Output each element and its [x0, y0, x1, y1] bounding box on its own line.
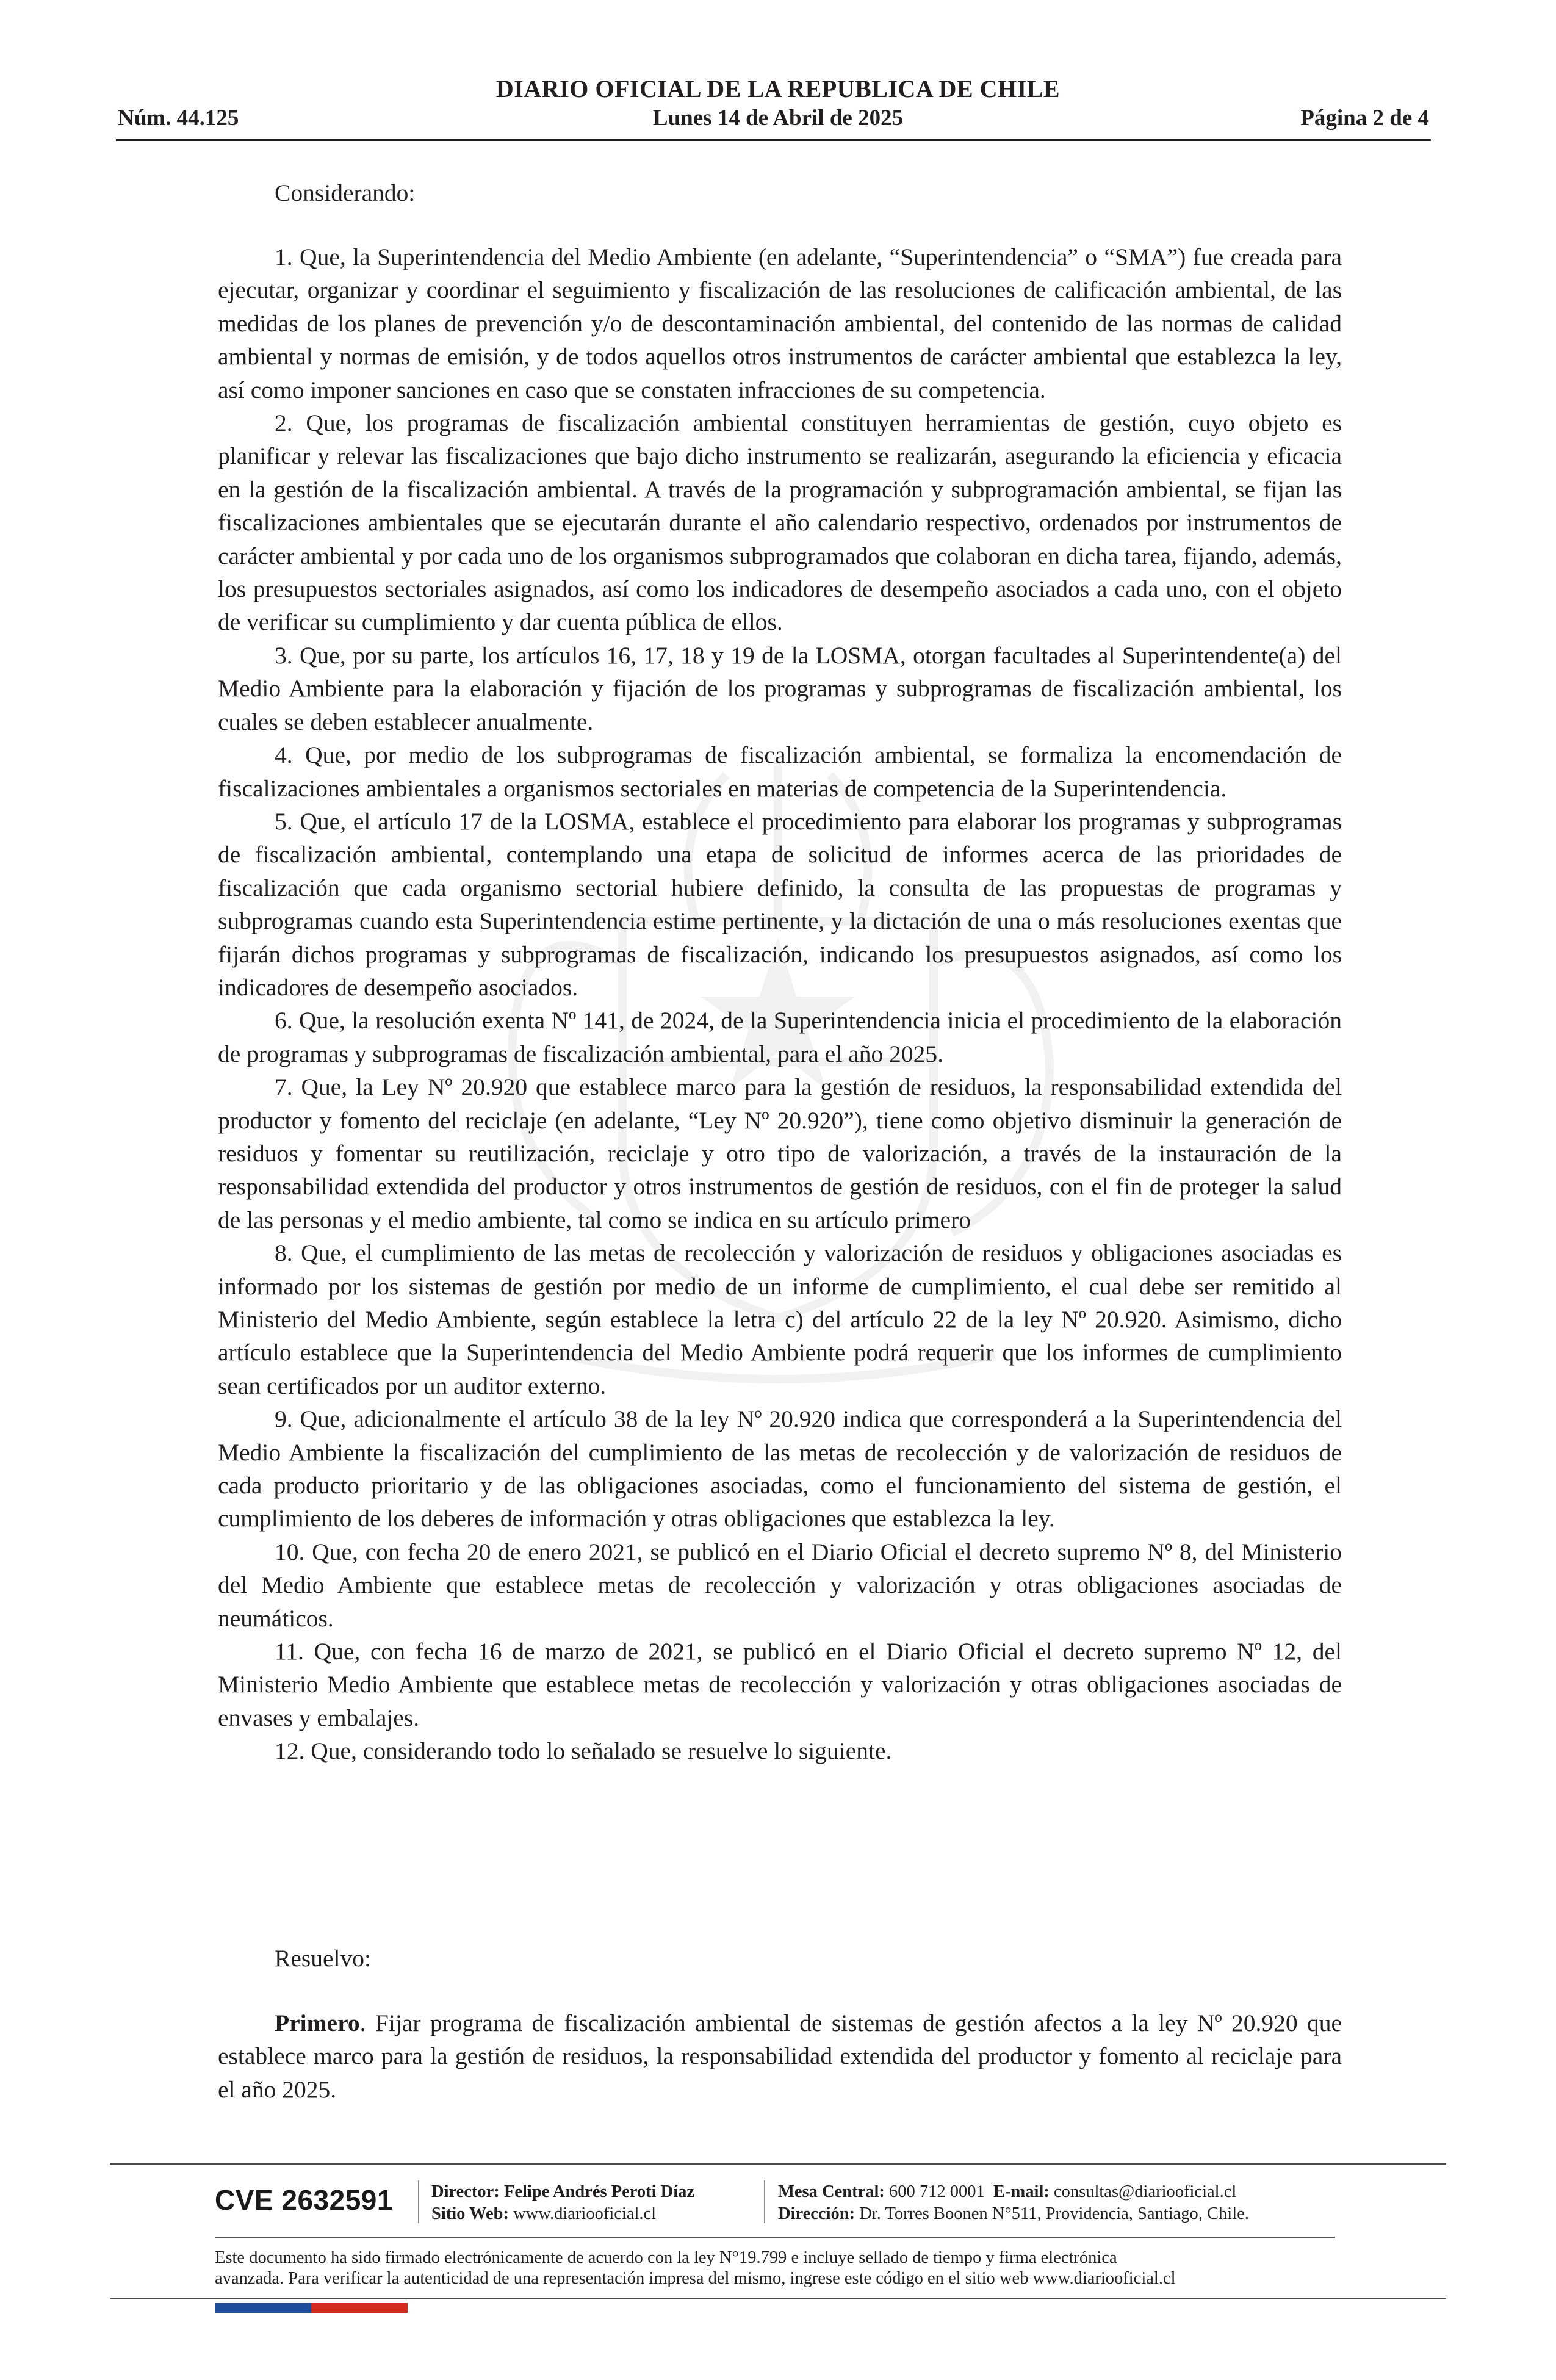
- phone-label: Mesa Central:: [778, 2182, 885, 2201]
- consideration-7: 7. Que, la Ley Nº 20.920 que establece marco para la gestión de residuos, la responsabilidad extendida del productor y fomento del reciclaje (en adelante, “Ley Nº 20.920”), tiene como objetivo disminuir la generación de residuos y fomentar su reutilización, reciclaje y otro tipo de valorización, a través de la instauración de la responsabilidad extendida del productor y otros instrumentos de gestión de residuos, con el fin de proteger la salud de las personas y el medio ambiente, tal como se indica en su artículo primero: [218, 1073, 1342, 1233]
- consideration-11: 11. Que, con fecha 16 de marzo de 2021, se publicó en el Diario Oficial el decreto supremo Nº 12, del Ministerio Medio Ambiente que establece metas de recolección y valorización y otras obligaciones asociadas de envases y embalajes.: [218, 1638, 1342, 1731]
- consideration-12: 12. Que, considerando todo lo señalado se resuelve lo siguiente.: [275, 1737, 892, 1765]
- consideration-1: 1. Que, la Superintendencia del Medio Ambiente (en adelante, “Superintendencia” o “SMA”) fue creada para ejecutar, organizar y coordinar el seguimiento y fiscalización de las resoluciones de calificación ambiental, de las medidas de los planes de prevención y/o de descontaminación ambiental, del contenido de las normas de calidad ambiental y normas de emisión, y de todos aquellos otros instrumentos de carácter ambiental que establezca la ley, así como imponer sanciones en caso que se constaten infracciones de su competencia.: [218, 243, 1342, 403]
- consideration-5: 5. Que, el artículo 17 de la LOSMA, establece el procedimiento para elaborar los programas y subprogramas de fiscalización ambiental, contemplando una etapa de solicitud de informes acerca de las prioridades de fiscalización que cada organismo sectorial hubiere definido, la consulta de las propuestas de programas y subprogramas cuando esta Superintendencia estime pertinente, y la dictación de una o más resoluciones exentas que fijarán dichos programas y subprogramas de fiscalización, indicando los presupuestos asignados, así como los indicadores de desempeño asociados.: [218, 807, 1342, 1001]
- page-indicator: Página 2 de 4: [1300, 106, 1429, 131]
- director-label: Director:: [431, 2182, 500, 2201]
- footer-top-divider: [110, 2163, 1446, 2165]
- flag-red-bar: [311, 2303, 408, 2313]
- consideration-8: 8. Que, el cumplimiento de las metas de recolección y valorización de residuos y obligaciones asociadas es informado por los sistemas de gestión por medio de un informe de cumplimiento, el cual debe ser remitido al Ministerio del Medio Ambiente, según establece la letra c) del artículo 22 de la ley Nº 20.920. Asimismo, dicho artículo establece que la Superintendencia del Medio Ambiente podrá requerir que los informes de cumplimiento sean certificados por un auditor externo.: [218, 1239, 1342, 1399]
- considerations-list: [218, 240, 1342, 1768]
- phone-number: 600 712 0001: [889, 2182, 985, 2201]
- cve-code: CVE 2632591: [215, 2184, 393, 2216]
- resolution-text: . Fijar programa de fiscalización ambiental de sistemas de gestión afectos a la ley Nº 20.920 que establece marco para la gestión de residuos, la responsabilidad extendida del productor y fomento al reciclaje para el año 2025.: [218, 2010, 1342, 2103]
- director-name: Felipe Andrés Peroti Díaz: [503, 2182, 695, 2201]
- newspaper-title: DIARIO OFICIAL DE LA REPUBLICA DE CHILE: [495, 75, 1061, 103]
- flag-blue-bar: [215, 2303, 311, 2313]
- publication-date: Lunes 14 de Abril de 2025: [652, 106, 904, 131]
- consideration-10: 10. Que, con fecha 20 de enero 2021, se publicó en el Diario Oficial el decreto supremo Nº 8, del Ministerio del Medio Ambiente que establece metas de recolección y valorización y otras obligaciones asociadas de neumáticos.: [218, 1538, 1342, 1632]
- email-label: E-mail:: [993, 2182, 1050, 2201]
- legal-notice: [215, 2248, 1344, 2289]
- considering-label: Considerando:: [275, 179, 416, 206]
- legal-line-1: Este documento ha sido firmado electrónicamente de acuerdo con la ley N°19.799 e incluye sellado de tiempo y firma electrónica: [215, 2248, 1117, 2267]
- resolution-first: [218, 2007, 1342, 2106]
- resolution-lead: Primero: [275, 2010, 360, 2036]
- footer-separator: [764, 2180, 765, 2223]
- resolve-label: Resuelvo:: [275, 1945, 371, 1972]
- issue-number: Núm. 44.125: [118, 106, 239, 131]
- header-divider: [116, 139, 1431, 141]
- website-link[interactable]: www.diariooficial.cl: [513, 2204, 657, 2223]
- footer-contact-block: [778, 2181, 1249, 2225]
- consideration-2: 2. Que, los programas de fiscalización ambiental constituyen herramientas de gestión, cuyo objeto es planificar y relevar las fiscalizaciones que bajo dicho instrumento se realizarán, asegurando la eficiencia y eficacia en la gestión de la fiscalización ambiental. A través de la programación y subprogramación ambiental, se fijan las fiscalizaciones ambientales que se ejecutarán durante el año calendario respectivo, ordenados por instrumentos de carácter ambiental y por cada uno de los organismos subprogramados que colaboran en dicha tarea, fijando, además, los presupuestos sectoriales asignados, así como los indicadores de desempeño asociados a cada uno, con el objeto de verificar su cumplimiento y dar cuenta pública de ellos.: [218, 409, 1342, 636]
- address-label: Dirección:: [778, 2204, 855, 2223]
- footer-middle-divider: [215, 2237, 1335, 2238]
- legal-line-2: avanzada. Para verificar la autenticidad de una representación impresa del mismo, ingrese este código en el sitio web www.diariooficial.cl: [215, 2269, 1176, 2288]
- consideration-3: 3. Que, por su parte, los artículos 16, 17, 18 y 19 de la LOSMA, otorgan facultades al Superintendente(a) del Medio Ambiente para la elaboración y fijación de los programas y subprogramas de fiscalización ambiental, los cuales se deben establecer anualmente.: [218, 641, 1342, 735]
- consideration-6: 6. Que, la resolución exenta Nº 141, de 2024, de la Superintendencia inicia el procedimiento de la elaboración de programas y subprogramas de fiscalización ambiental, para el año 2025.: [218, 1007, 1342, 1067]
- consideration-9: 9. Que, adicionalmente el artículo 38 de la ley Nº 20.920 indica que corresponderá a la Superintendencia del Medio Ambiente la fiscalización del cumplimiento de las metas de recolección y de valorización de residuos de cada producto prioritario y de las obligaciones asociadas, como el funcionamiento del sistema de gestión, el cumplimiento de los deberes de información y otras obligaciones que establezca la ley.: [218, 1405, 1342, 1532]
- footer-bottom-divider: [110, 2298, 1446, 2299]
- footer-director-block: [431, 2181, 694, 2225]
- address-text: Dr. Torres Boonen N°511, Providencia, Santiago, Chile.: [859, 2204, 1249, 2223]
- consideration-4: 4. Que, por medio de los subprogramas de fiscalización ambiental, se formaliza la encomendación de fiscalizaciones ambientales a organismos sectoriales en materias de competencia de la Superintendencia.: [218, 741, 1342, 802]
- website-label: Sitio Web:: [431, 2204, 509, 2223]
- email-link[interactable]: consultas@diariooficial.cl: [1053, 2182, 1237, 2201]
- footer-separator: [418, 2180, 419, 2223]
